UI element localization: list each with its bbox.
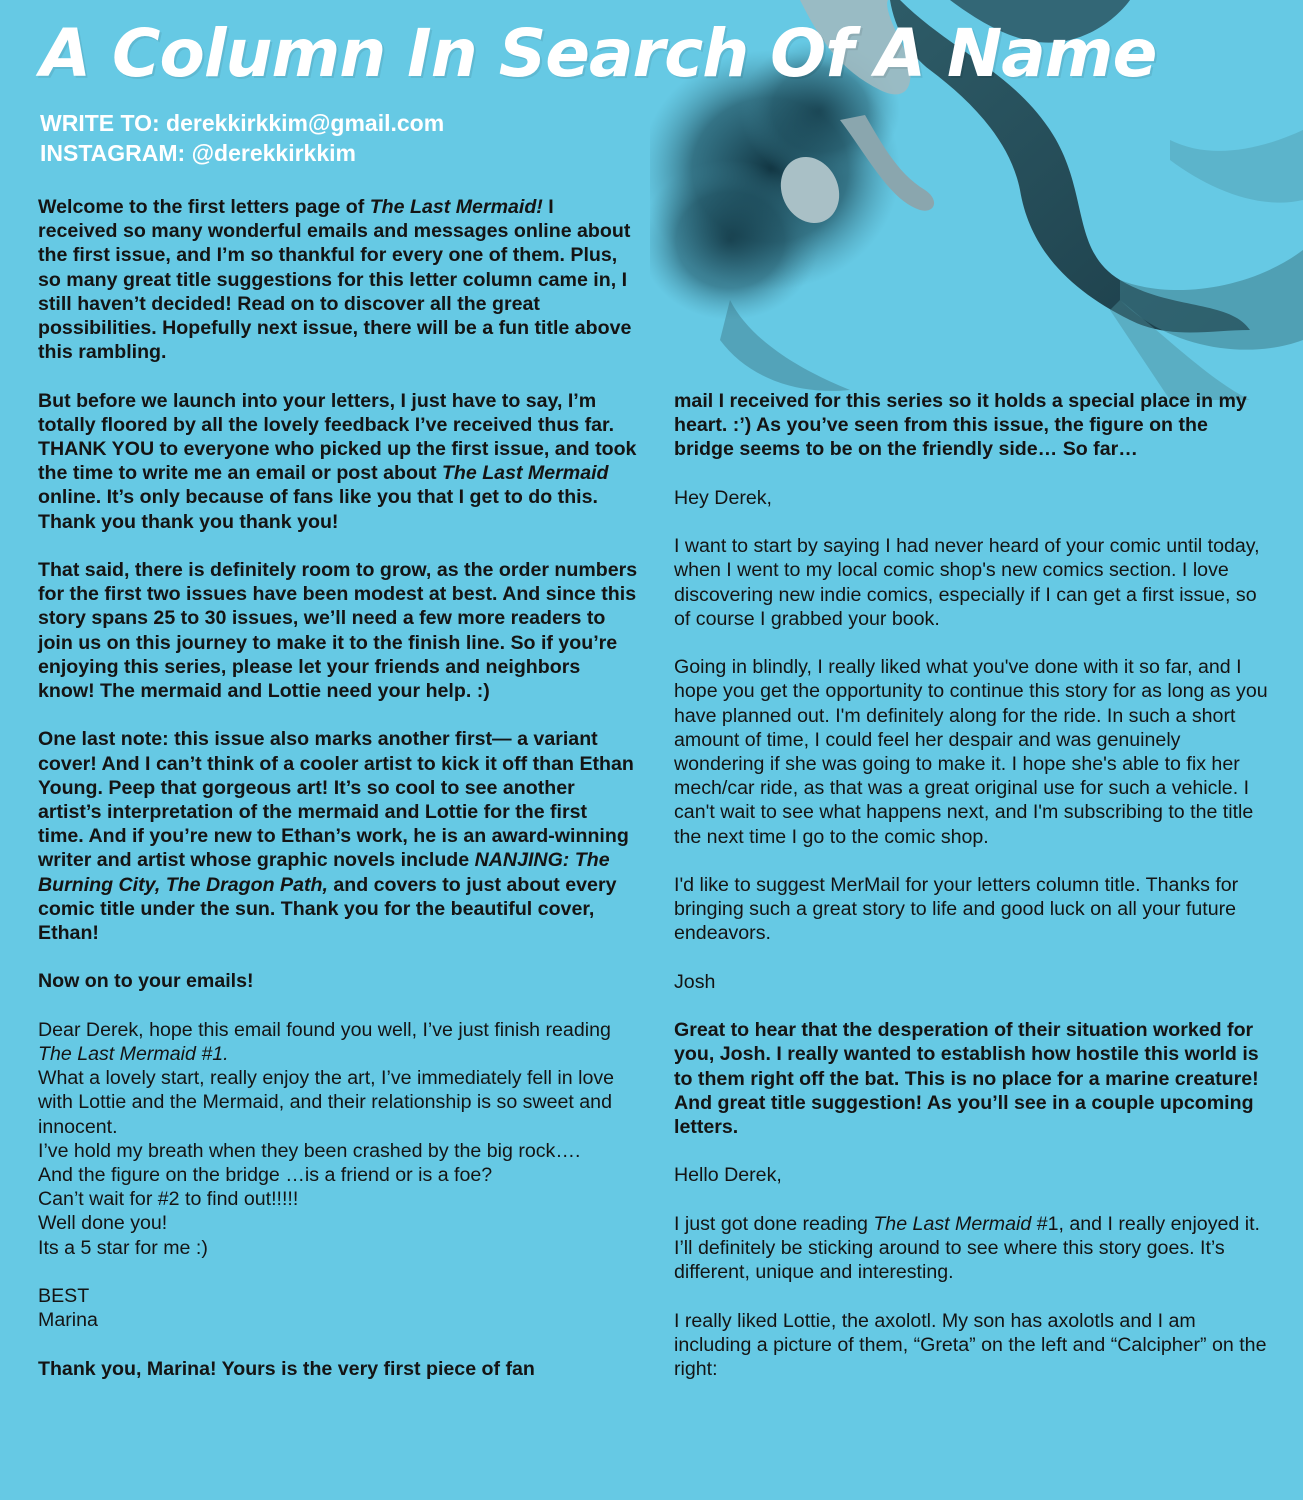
letter-paragraph: I just got done reading The Last Mermaid #1, and I really enjoyed it. I’ll definitely be sticking around to see where this story goes. It’s different, unique and interesting.: [674, 1212, 1260, 1284]
reply-marina-end: mail I received for this series so it holds a special place in my heart. :’) As you’ve seen from this issue, the figure on the bridge seems to be on the friendly side… So far…: [674, 390, 1247, 461]
variant-cover-paragraph: One last note: this issue also marks another first— a variant cover! And I can’t think of a cooler artist to kick it off than Ethan Young. Peep that gorgeous art! It’s so cool to see another artist’s interpretation of the mermaid and Lottie for the first time. And if you’re new to Ethan’s work, he is an award-winning writer and artist whose graphic novels include NANJING: The Burning City, The Dragon Path, and covers to just about every comic title under the sun. Thank you for the beautiful cover, Ethan!: [38, 728, 634, 945]
thanks-paragraph: But before we launch into your letters, I just have to say, I’m totally floored by all the lovely feedback I’ve received thus far. THANK YOU to everyone who picked up the first issue, and took the time to write me an email or post about The Last Mermaid online. It’s only because of fans like you that I get to do this. Thank you thank you thank you!: [38, 389, 637, 533]
letter-line: I’ve hold my breath when they been crashed by the big rock….: [38, 1139, 581, 1162]
letter-josh: [674, 486, 1269, 994]
grow-paragraph: That said, there is definitely room to grow, as the order numbers for the first two issues have been modest at best. And since this story spans 25 to 30 issues, we’ll need a few more readers to join us on this journey to make it to the finish line. So if you’re enjoying this series, please let your friends and neighbors know! The mermaid and Lottie need your help. :): [38, 559, 638, 703]
letter-greeting: Hello Derek,: [674, 1164, 782, 1187]
letter-line: Well done you!: [38, 1212, 168, 1235]
letter-signoff: BEST: [38, 1285, 90, 1308]
letter-paragraph: I really liked Lottie, the axolotl. My son has axolotls and I am including a picture of them, “Greta” on the left and “Calcipher” on the right:: [674, 1309, 1267, 1380]
letter-signature: Josh: [674, 970, 716, 993]
write-to-email: WRITE TO: derekkirkkim@gmail.com: [40, 110, 445, 136]
letter-line: What a lovely start, really enjoy the art, I’ve immediately fell in love with Lottie and the Mermaid, and their relationship is so sweet and innocent.: [38, 1067, 615, 1138]
instagram-handle: INSTAGRAM: @derekkirkkim: [40, 140, 356, 166]
letter-line: And the figure on the bridge …is a friend or is a foe?: [38, 1164, 493, 1187]
reply-josh: Great to hear that the desperation of their situation worked for you, Josh. I really wanted to establish how hostile this world is to them right off the bat. This is no place for a marine creature! And great title suggestion! As you’ll see in a couple upcoming letters.: [674, 1019, 1259, 1138]
letter-line: Dear Derek, hope this email found you well, I’ve just finish reading The Last Mermaid #1.: [38, 1018, 611, 1066]
letter-third: [674, 1163, 1269, 1381]
letter-paragraph: I want to start by saying I had never heard of your comic until today, when I went to my local comic shop's new comics section. I love discovering new indie comics, especially if I can get a first issue, so of course I grabbed your book.: [674, 535, 1260, 630]
letter-marina: [38, 1018, 638, 1333]
letter-greeting: Hey Derek,: [674, 486, 772, 509]
letter-paragraph: Going in blindly, I really liked what you've done with it so far, and I hope you get the opportunity to continue this story for as long as you have planned out. I'm definitely along for the ride. In such a short amount of time, I could feel her despair and was genuinely wondering if she was going to make it. I hope she's able to fix her mech/car ride, as that was a great original use for such a vehicle. I can't wait to see what happens next, and I'm subscribing to the title the next time I go to the comic shop.: [674, 656, 1268, 848]
page-title: A Column In Search Of A Name: [40, 15, 1157, 92]
right-column: [674, 389, 1269, 1381]
letter-line: Can’t wait for #2 to find out!!!!!: [38, 1188, 299, 1211]
left-column: [38, 195, 638, 1381]
now-on-heading: Now on to your emails!: [38, 970, 254, 993]
letter-line: Its a 5 star for me :): [38, 1236, 208, 1259]
reply-marina-start: Thank you, Marina! Yours is the very first piece of fan: [38, 1357, 535, 1380]
intro-paragraph: Welcome to the first letters page of The Last Mermaid! I received so many wonderful emails and messages online about the first issue, and I’m so thankful for every one of them. Plus, so many great title suggestions for this letter column came in, I still haven’t decided! Read on to discover all the great possibilities. Hopefully next issue, there will be a fun title above this rambling.: [38, 196, 632, 364]
letter-paragraph: I'd like to suggest MerMail for your letters column title. Thanks for bringing such a great story to life and good luck on all your future endeavors.: [674, 874, 1239, 945]
letter-signature: Marina: [38, 1309, 98, 1332]
